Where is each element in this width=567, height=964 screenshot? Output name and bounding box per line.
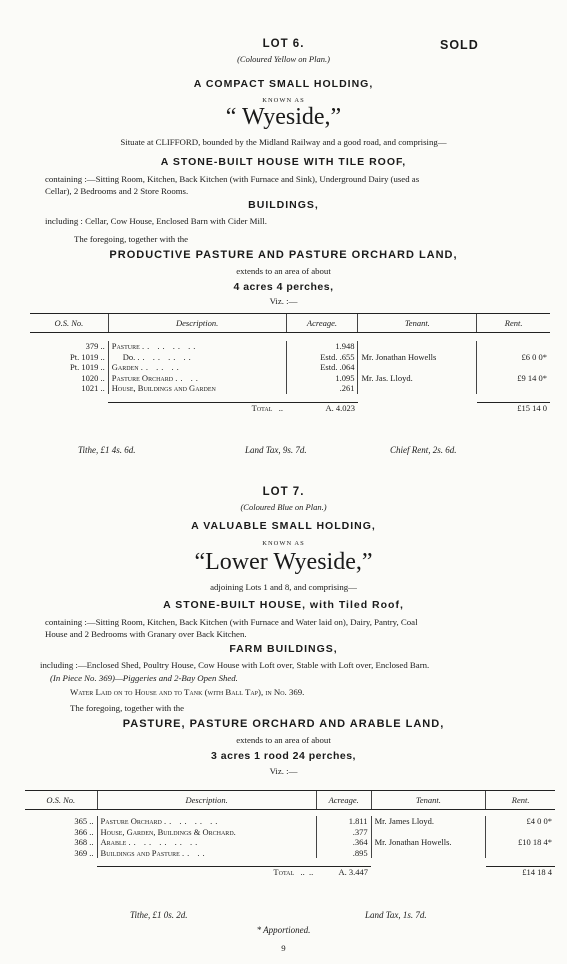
os-number: Pt. 1019 bbox=[70, 362, 99, 372]
lot7-col-tenant: Tenant. bbox=[371, 791, 486, 810]
lot6-extends: extends to an area of about bbox=[236, 266, 331, 276]
table-row: 1021 .. House, Buildings and Garden .261 bbox=[30, 383, 550, 394]
table-row: Pt. 1019 .. Do. .. .. .. .. Estd. .655 Mr. Jonathan Howells £6 0 0* bbox=[30, 352, 550, 363]
lot7-buildings-desc: including :—Enclosed Shed, Poultry House, Cow House with Loft over, Stable with Loft over, Enclosed Barn. bbox=[40, 660, 430, 670]
table-row: Pt. 1019 .. Garden .. .. .. Estd. .064 bbox=[30, 362, 550, 373]
total-label: Total bbox=[251, 402, 273, 413]
lot6-col-os: O.S. No. bbox=[30, 314, 108, 333]
os-number: Pt. 1019 bbox=[70, 351, 99, 362]
lot6-property-name: “ Wyeside,” bbox=[225, 104, 342, 130]
total-row: Total .. .. A. 3.447 £14 18 4 bbox=[25, 867, 555, 878]
lot7-land-tax: Land Tax, 1s. 7d. bbox=[365, 910, 427, 920]
lot7-colour-note: (Coloured Blue on Plan.) bbox=[240, 502, 327, 512]
total-rent: £14 18 4 bbox=[486, 867, 555, 878]
lot6-title: A COMPACT SMALL HOLDING, bbox=[193, 78, 374, 90]
os-number: 365 bbox=[74, 816, 88, 826]
lot7-title: A VALUABLE SMALL HOLDING, bbox=[191, 520, 376, 532]
estimate-mark: Estd. bbox=[320, 351, 338, 362]
total-rent: £15 14 0 bbox=[477, 402, 550, 413]
lot6-foregoing: The foregoing, together with the bbox=[74, 234, 189, 244]
description: Pasture Orchard bbox=[100, 816, 162, 826]
table-row: 369 .. Buildings and Pasture .. .. .895 bbox=[25, 848, 555, 859]
rent-value: £10 18 4* bbox=[486, 837, 555, 848]
description: Pasture bbox=[111, 341, 140, 351]
lot6-situation: Situate at CLIFFORD, bounded by the Midland Railway and a good road, and comprising— bbox=[120, 137, 447, 147]
lot7-piece-note: (In Piece No. 369)—Piggeries and 2-Bay Open Shed. bbox=[50, 673, 238, 683]
rent-value: £9 14 0* bbox=[477, 373, 550, 384]
lot6-house-heading: A STONE-BUILT HOUSE WITH TILE ROOF, bbox=[160, 156, 407, 168]
lot7-foregoing: The foregoing, together with the bbox=[70, 703, 185, 713]
description: Pasture Orchard bbox=[111, 372, 174, 383]
lot6-tithe: Tithe, £1 4s. 6d. bbox=[78, 445, 136, 455]
lot6-known-as: KNOWN AS bbox=[262, 97, 305, 104]
acreage: .364 bbox=[316, 837, 371, 848]
os-number: 369 bbox=[74, 847, 88, 858]
lot6-house-desc-1: containing :—Sitting Room, Kitchen, Back Kitchen (with Furnace and Sink), Underground Dairy (used as bbox=[45, 174, 420, 184]
lot7-extends: extends to an area of about bbox=[236, 735, 331, 745]
lot7-col-desc: Description. bbox=[97, 791, 316, 810]
tenant-name: Mr. Jonathan Howells bbox=[358, 352, 477, 363]
lot7-known-as: KNOWN AS bbox=[262, 540, 305, 547]
lot7-house-desc-1: containing :—Sitting Room, Kitchen, Back Kitchen (with Furnace and Water laid on), Dairy, Pantry, Coal bbox=[45, 617, 418, 627]
acreage: .895 bbox=[316, 848, 371, 859]
page-number: 9 bbox=[281, 943, 286, 953]
sold-label: SOLD bbox=[440, 38, 479, 52]
os-number: 368 bbox=[74, 837, 88, 847]
lot7-viz: Viz. :— bbox=[269, 766, 298, 776]
os-number: 366 bbox=[74, 826, 88, 837]
description: Buildings and Pasture bbox=[100, 847, 180, 858]
os-number: 379 bbox=[85, 341, 99, 351]
lot6-colour-note: (Coloured Yellow on Plan.) bbox=[237, 54, 330, 64]
lot7-col-rent: Rent. bbox=[486, 791, 555, 810]
lot6-chief-rent: Chief Rent, 2s. 6d. bbox=[390, 445, 457, 455]
total-acreage: A. 3.447 bbox=[316, 867, 371, 878]
lot7-water-note: Water Laid on to House and to Tank (with Ball Tap), in No. 369. bbox=[70, 687, 305, 697]
lot7-heading: LOT 7. bbox=[262, 486, 305, 498]
acreage: .261 bbox=[339, 383, 355, 393]
lot6-house-desc-2: Cellar), 2 Bedrooms and 2 Store Rooms. bbox=[45, 186, 189, 196]
lot6-col-acreage: Acreage. bbox=[286, 314, 358, 333]
table-row: 366 .. House, Garden, Buildings & Orchard. .377 bbox=[25, 827, 555, 838]
tenant-name: Mr. Jas. Lloyd. bbox=[358, 373, 477, 384]
lot6-buildings-desc: including : Cellar, Cow House, Enclosed Barn with Cider Mill. bbox=[45, 216, 267, 226]
apportioned-note: * Apportioned. bbox=[256, 925, 311, 935]
table-row: 365 .. Pasture Orchard .. .. .. .. 1.811 Mr. James Lloyd. £4 0 0* bbox=[25, 816, 555, 827]
lot7-house-heading: A STONE-BUILT HOUSE, with Tiled Roof, bbox=[163, 599, 404, 611]
rent-value: £6 0 0* bbox=[477, 352, 550, 363]
acreage: 1.948 bbox=[335, 341, 355, 351]
lot6-col-rent: Rent. bbox=[477, 314, 550, 333]
total-row: Total .. A. 4.023 £15 14 0 bbox=[30, 402, 550, 413]
os-number: 1021 bbox=[81, 383, 99, 393]
acreage: .064 bbox=[339, 362, 355, 372]
lot7-property-name: “Lower Wyeside,” bbox=[194, 549, 373, 575]
lot7-buildings-heading: FARM BUILDINGS, bbox=[229, 643, 338, 655]
lot7-house-desc-2: House and 2 Bedrooms with Granary over Back Kitchen. bbox=[45, 629, 247, 639]
total-acreage: A. 4.023 bbox=[286, 402, 358, 413]
lot7-schedule-table bbox=[25, 790, 555, 878]
tenant-name: Mr. Jonathan Howells. bbox=[371, 837, 486, 848]
lot6-land-heading: PRODUCTIVE PASTURE AND PASTURE ORCHARD LAND, bbox=[109, 249, 458, 261]
acreage: .655 bbox=[339, 351, 355, 362]
description: House, Buildings and Garden bbox=[108, 383, 286, 394]
table-row: 379 .. Pasture .. .. .. .. 1.948 bbox=[30, 341, 550, 352]
lot7-col-os: O.S. No. bbox=[25, 791, 97, 810]
table-row: 1020 .. Pasture Orchard .. .. 1.095 Mr. Jas. Lloyd. £9 14 0* bbox=[30, 373, 550, 384]
acreage: 1.095 bbox=[335, 372, 355, 383]
description: House, Garden, Buildings & Orchard. bbox=[97, 827, 316, 838]
lot6-buildings-heading: BUILDINGS, bbox=[248, 199, 319, 211]
description: Do. bbox=[122, 351, 136, 362]
os-number: 1020 bbox=[81, 372, 99, 383]
estimate-mark: Estd. bbox=[320, 362, 338, 372]
description: Garden bbox=[111, 362, 139, 372]
lot6-land-tax: Land Tax, 9s. 7d. bbox=[245, 445, 307, 455]
lot6-col-tenant: Tenant. bbox=[358, 314, 477, 333]
total-label: Total bbox=[273, 867, 295, 877]
lot6-heading: LOT 6. bbox=[262, 38, 305, 50]
rent-value: £4 0 0* bbox=[486, 816, 555, 827]
lot7-area: 3 acres 1 rood 24 perches, bbox=[211, 750, 356, 762]
lot7-col-acreage: Acreage. bbox=[316, 791, 371, 810]
lot6-viz: Viz. :— bbox=[269, 296, 298, 306]
description: Arable bbox=[100, 837, 127, 847]
table-row: 368 .. Arable .. .. .. .. .. .364 Mr. Jonathan Howells. £10 18 4* bbox=[25, 837, 555, 848]
acreage: 1.811 bbox=[316, 816, 371, 827]
acreage: .377 bbox=[316, 827, 371, 838]
lot6-area: 4 acres 4 perches, bbox=[233, 281, 334, 293]
lot7-tithe: Tithe, £1 0s. 2d. bbox=[130, 910, 188, 920]
lot7-land-heading: PASTURE, PASTURE ORCHARD AND ARABLE LAND, bbox=[122, 718, 445, 730]
lot6-col-desc: Description. bbox=[108, 314, 286, 333]
tenant-name: Mr. James Lloyd. bbox=[371, 816, 486, 827]
lot6-schedule-table bbox=[30, 313, 550, 413]
lot7-situation: adjoining Lots 1 and 8, and comprising— bbox=[210, 582, 357, 592]
